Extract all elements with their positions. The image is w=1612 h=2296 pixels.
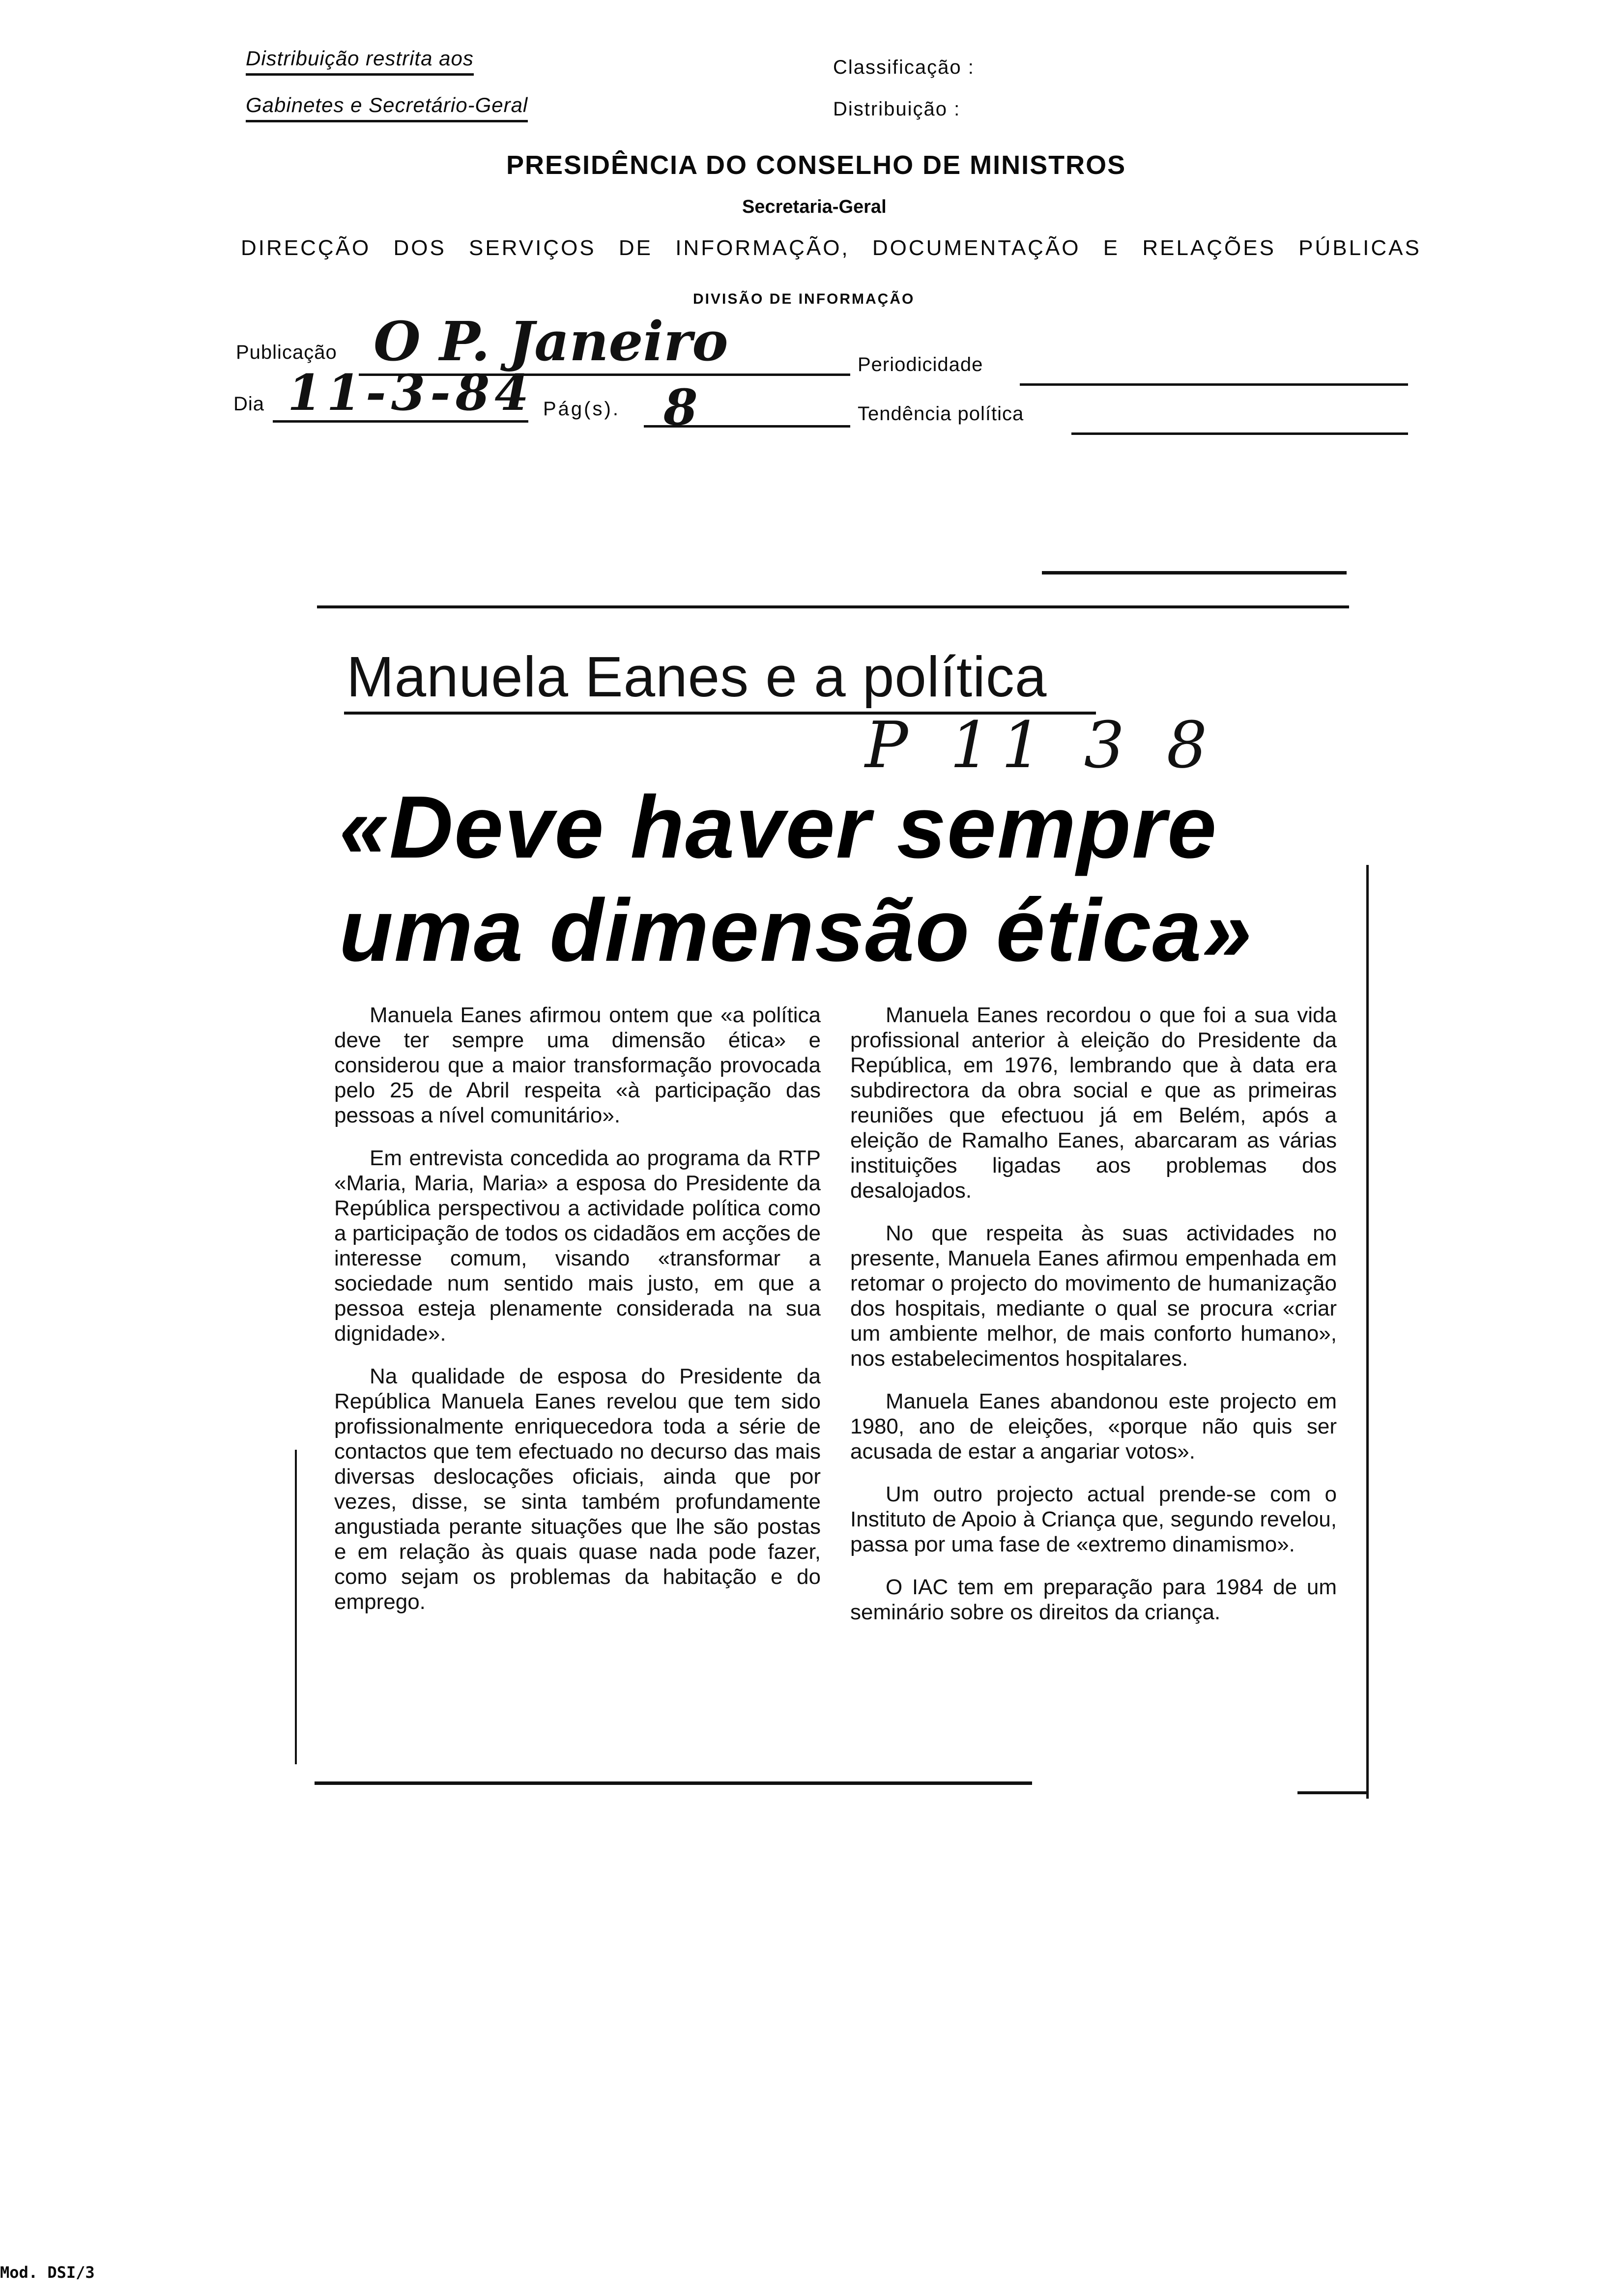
right-paragraph-1: Manuela Eanes recordou o que foi a sua vida profissional anterior à eleição do Presidente da República, em 1976, lembrando que à data era subdirectora da obra social e que as primeiras reuniões que efectuou já em Belém, após a eleição de Ramalho Eanes, abarcaram as várias instituições ligadas aos problemas dos desalojados. <box>850 1003 1337 1203</box>
left-paragraph-1: Manuela Eanes afirmou ontem que «a política deve ter sempre uma dimensão ética» e considerou que a maior transformação provocada pelo 25 de Abril respeita «à participação das pessoas a nível comunitário». <box>334 1003 821 1127</box>
clipping-top-rule <box>317 605 1349 608</box>
division-heading: DIVISÃO DE INFORMAÇÃO <box>693 291 915 307</box>
periodicity-label: Periodicidade <box>858 354 983 375</box>
classification-label: Classificação : <box>833 57 975 78</box>
day-handwritten-value: 11-3-84 <box>288 364 534 422</box>
publication-handwritten-value: O P. Janeiro <box>374 310 728 373</box>
handwritten-date-annotation: P 11 3 8 <box>865 708 1218 782</box>
left-paragraph-3: Na qualidade de esposa do Presidente da República Manuela Eanes revelou que tem sido profissionalmente enriquecedora toda a série de contactos que tem efectuado no decurso das mais diversas deslocações oficiais, ainda que por vezes, disse, se sinta também profundamente angustiada perante situações que lhe são postas e em relação às quais quase nada pode fazer, como sejam os problemas da habitação e do emprego. <box>334 1364 821 1614</box>
tendency-label: Tendência política <box>858 403 1024 425</box>
headline-line-2: uma dimensão ética» <box>339 881 1253 980</box>
headline-line-1: «Deve haver sempre <box>339 778 1218 877</box>
form-code: Mod. DSI/3 <box>0 2263 95 2282</box>
day-label: Dia <box>233 393 265 415</box>
directorate-heading: DIRECÇÃO DOS SERVIÇOS DE INFORMAÇÃO, DOCUMENTAÇÃO E RELAÇÕES PÚBLICAS <box>241 236 1421 260</box>
article-right-column <box>850 1003 1337 1642</box>
clipping-top-rule-short <box>1042 571 1347 574</box>
publication-label: Publicação <box>236 342 337 363</box>
article-left-column <box>334 1003 821 1632</box>
article-title: Manuela Eanes e a política <box>346 645 1047 709</box>
right-paragraph-5: O IAC tem em preparação para 1984 de um seminário sobre os direitos da criança. <box>850 1575 1337 1624</box>
right-bottom-bracket <box>1297 1791 1366 1794</box>
pages-handwritten-value: 8 <box>663 378 698 436</box>
pages-label: Pág(s). <box>543 398 620 420</box>
institution-heading: PRESIDÊNCIA DO CONSELHO DE MINISTROS <box>506 150 1126 180</box>
right-paragraph-3: Manuela Eanes abandonou este projecto em 1980, ano de eleições, «porque não quis ser acusada de estar a angariar votos». <box>850 1389 1337 1464</box>
restricted-line-2: Gabinetes e Secretário-Geral <box>246 93 528 122</box>
right-margin-rule <box>1366 865 1369 1799</box>
tendency-field-line <box>1071 432 1408 435</box>
periodicity-field-line <box>1020 383 1408 386</box>
clipping-bottom-rule <box>315 1781 1032 1785</box>
restricted-line-1: Distribuição restrita aos <box>246 47 474 76</box>
left-paragraph-2: Em entrevista concedida ao programa da RTP «Maria, Maria, Maria» a esposa do Presidente da República perspectivou a actividade política como a participação de todos os cidadãos em acções de interesse comum, visando «transformar a sociedade num sentido mais justo, em que a pessoa esteja plenamente considerada na sua dignidade». <box>334 1146 821 1346</box>
distribution-label: Distribuição : <box>833 98 961 120</box>
right-paragraph-4: Um outro projecto actual prende-se com o Instituto de Apoio à Criança que, segundo revelou, passa por uma fase de «extremo dinamismo». <box>850 1482 1337 1556</box>
right-paragraph-2: No que respeita às suas actividades no presente, Manuela Eanes afirmou empenhada em retomar o projecto do movimento de humanização dos hospitais, mediante o qual se procura «criar um ambiente melhor, de mais conforto humano», nos estabelecimentos hospitalares. <box>850 1221 1337 1371</box>
left-margin-rule <box>295 1450 297 1764</box>
secretariat-heading: Secretaria-Geral <box>742 197 887 217</box>
